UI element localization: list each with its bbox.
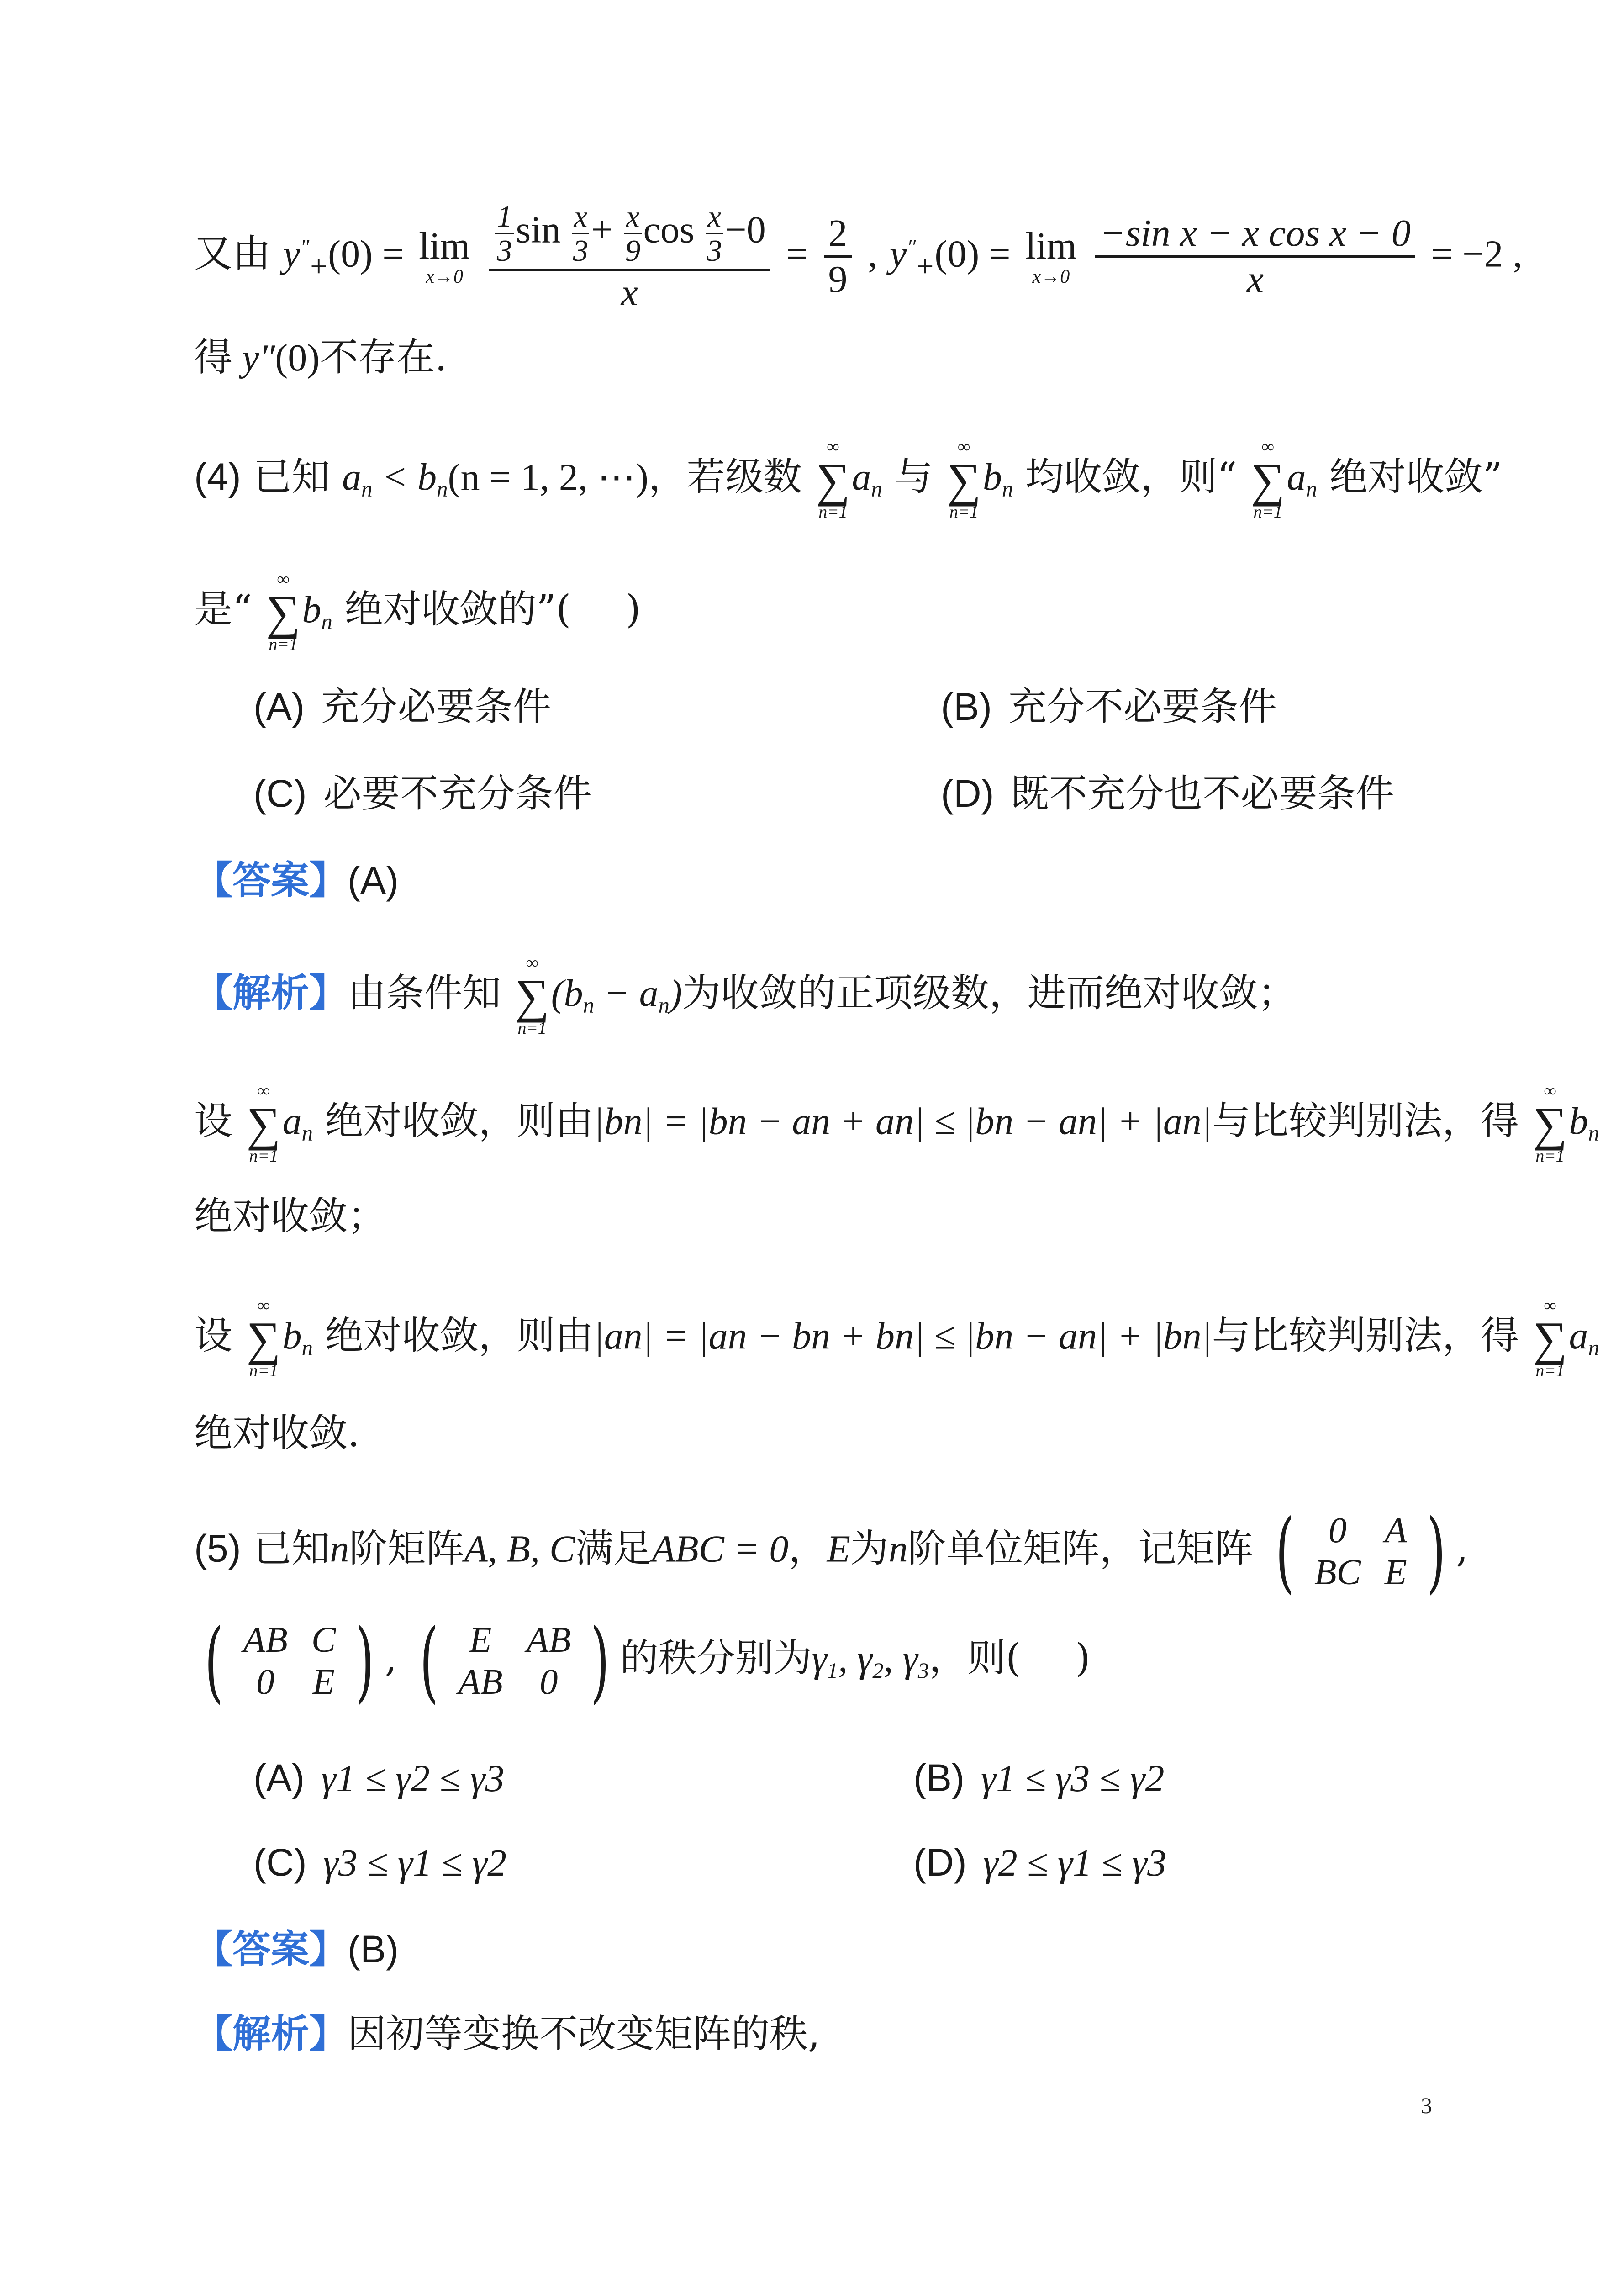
fraction-3: $\frac{\text{−sin x − x cos x − 0}}{x}$	[1095, 214, 1415, 299]
q5-stem-line1: (5) 已知n阶矩阵A, B, C满足ABC = 0，E为n阶单位矩阵，记矩阵 ( 0 A BC E ) ,	[194, 1500, 1468, 1603]
sum-bn-4: ∞ ∑ n=1	[246, 1296, 281, 1380]
page-number: 3	[1421, 2093, 1432, 2118]
q5-option-a: (A) γ1 ≤ γ2 ≤ γ3	[253, 1756, 505, 1800]
q4-stem-line1: (4) 已知 an < bn(n = 1, 2, ⋯)，若级数 ∞ ∑ n=1 an 与 ∞ ∑ n=1 bn 均收敛，则“ ∞ ∑ n=1 an 绝对收敛”	[194, 437, 1503, 522]
q4-analysis-line4: 设 ∞ ∑ n=1 bn 绝对收敛，则由|an| = |an − bn + bn| ≤ |bn − an| + |bn|与比较判别法，得 ∞ ∑ n=1 an	[194, 1296, 1599, 1380]
sum-an: ∞ ∑ n=1	[816, 437, 850, 522]
sum-bn-minus-an: ∞ ∑ n=1	[515, 953, 549, 1038]
sum-an-4: ∞ ∑ n=1	[1533, 1296, 1567, 1380]
q5-answer: 【答案】(B)	[194, 1926, 399, 1972]
limit-line: 又由 y″+(0) = lim x→0 $\frac{1}{3}$ sin $\frac{x}{3}$ + $\frac{x}{9}$ cos $\frac{x}{3}$ −0 x = $\frac{2}{9}$ , y″+(0) = lim x→0 $\frac{\text{−sin x − x cos x − 0}}{x}$ = −2 ,	[194, 199, 1523, 314]
lim-2: lim x→0	[1025, 224, 1077, 287]
matrix-1: ( 0 A BC E )	[1276, 1500, 1445, 1603]
line-conclusion: 得 y″(0)不存在.	[194, 335, 447, 380]
q5-option-c: (C) γ3 ≤ γ1 ≤ γ2	[253, 1841, 507, 1884]
q5-stem-line2: ( AB C 0 E ) , ( E AB AB 0 ) 的秩分别为γ1, γ2, γ3，则( )	[194, 1617, 1091, 1705]
matrix-3: ( E AB AB 0 )	[419, 1610, 610, 1713]
q4-option-c: (C) 必要不充分条件	[253, 771, 592, 816]
fraction-2-9: $\frac{2}{9}$	[824, 214, 852, 299]
sum-bn: ∞ ∑ n=1	[947, 437, 981, 522]
sum-an-2: ∞ ∑ n=1	[1250, 437, 1285, 522]
q5-analysis: 【解析】因初等变换不改变矩阵的秩,	[194, 2011, 820, 2056]
sum-an-3: ∞ ∑ n=1	[246, 1081, 281, 1166]
q4-answer: 【答案】(A)	[194, 857, 399, 903]
q5-option-d: (D) γ2 ≤ γ1 ≤ γ3	[913, 1841, 1167, 1884]
q5-option-b: (B) γ1 ≤ γ3 ≤ γ2	[913, 1756, 1165, 1800]
q4-option-d: (D) 既不充分也不必要条件	[941, 771, 1394, 816]
q4-analysis-line1: 【解析】由条件知 ∞ ∑ n=1 (bn − an)为收敛的正项级数，进而绝对收敛；	[194, 953, 1296, 1038]
sum-bn-2: ∞ ∑ n=1	[266, 570, 301, 654]
text-youyou: 又由	[194, 231, 271, 276]
lim-1: lim x→0	[419, 224, 470, 287]
q4-analysis-line5: 绝对收敛.	[194, 1411, 360, 1455]
q4-option-b: (B) 充分不必要条件	[941, 684, 1277, 729]
q4-analysis-line2: 设 ∞ ∑ n=1 an 绝对收敛，则由|bn| = |bn − an + an| ≤ |bn − an| + |an|与比较判别法，得 ∞ ∑ n=1 bn	[194, 1081, 1599, 1166]
q4-analysis-line3: 绝对收敛；	[194, 1194, 386, 1238]
fraction-1: $\frac{1}{3}$ sin $\frac{x}{3}$ + $\frac{x}{9}$ cos $\frac{x}{3}$ −0 x	[489, 201, 770, 312]
sum-bn-3: ∞ ∑ n=1	[1533, 1081, 1567, 1166]
q4-option-a: (A) 充分必要条件	[253, 684, 551, 729]
matrix-2: ( AB C 0 E )	[204, 1610, 374, 1713]
q4-stem-line2: 是“ ∞ ∑ n=1 bn 绝对收敛的”( )	[194, 570, 641, 654]
